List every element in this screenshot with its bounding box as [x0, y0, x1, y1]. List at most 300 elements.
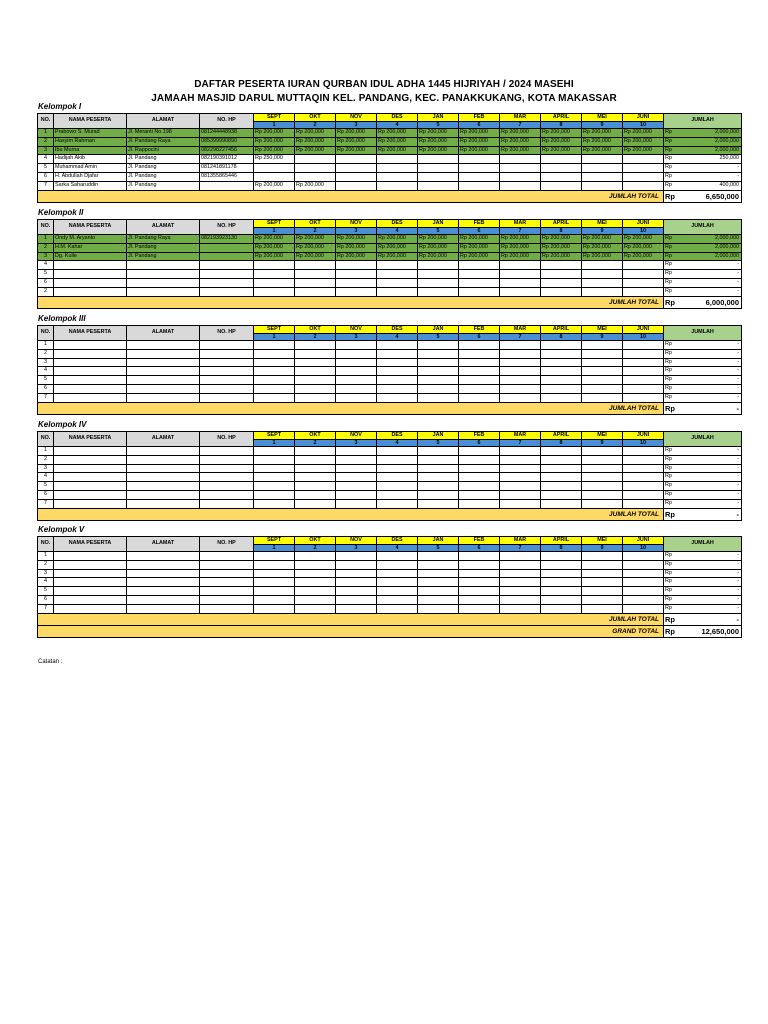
table-row [38, 376, 742, 385]
row-alamat [127, 455, 200, 464]
row-alamat: Jl. Pandang [127, 181, 200, 190]
payment-cell [295, 287, 336, 296]
payment-cell [459, 367, 500, 376]
header-month-number: 3 [336, 439, 377, 447]
header-alamat: ALAMAT [127, 432, 200, 447]
payment-cell [623, 604, 664, 613]
row-nama [54, 278, 127, 287]
payment-cell: Rp 200,000 [418, 235, 459, 244]
payment-cell [295, 482, 336, 491]
payment-cell: Rp 200,000 [418, 129, 459, 138]
row-jumlah [664, 129, 742, 138]
total-value-cell [664, 190, 742, 202]
total-value: 6,000,000 [705, 297, 739, 307]
table-row [38, 455, 742, 464]
payment-cell [500, 278, 541, 287]
payment-cell [582, 384, 623, 393]
jumlah-value: - [737, 595, 739, 602]
payment-cell [377, 164, 418, 173]
group-table [37, 325, 742, 415]
row-hp: 082193923130 [200, 235, 254, 244]
row-hp: 081355865446 [200, 172, 254, 181]
header-hp: NO. HP [200, 537, 254, 552]
table-row [38, 164, 742, 173]
row-nama [54, 358, 127, 367]
row-nama: Muhammad Amin [54, 164, 127, 173]
payment-cell [500, 490, 541, 499]
row-no: 1 [38, 552, 54, 561]
header-month-number: 9 [582, 544, 623, 552]
currency-label: Rp [665, 349, 672, 356]
payment-cell [295, 341, 336, 350]
payment-cell [336, 376, 377, 385]
row-no: 6 [38, 278, 54, 287]
currency-label: Rp [665, 278, 672, 285]
table-row [38, 358, 742, 367]
payment-cell [541, 560, 582, 569]
currency-label: Rp [665, 473, 672, 480]
table-row [38, 367, 742, 376]
payment-cell [295, 278, 336, 287]
payment-cell [500, 172, 541, 181]
payment-cell [254, 447, 295, 456]
currency-label: Rp [665, 482, 672, 489]
payment-cell: Rp 200,000 [336, 252, 377, 261]
payment-cell: Rp 200,000 [295, 235, 336, 244]
header-month: NOV [336, 432, 377, 440]
row-jumlah [664, 164, 742, 173]
payment-cell [582, 604, 623, 613]
payment-cell [541, 499, 582, 508]
header-month-number: 10 [623, 227, 664, 235]
payment-cell: Rp 200,000 [541, 146, 582, 155]
header-month-number: 9 [582, 439, 623, 447]
payment-cell [459, 278, 500, 287]
payment-cell [336, 560, 377, 569]
row-hp [200, 181, 254, 190]
row-alamat [127, 482, 200, 491]
payment-cell [582, 270, 623, 279]
row-no: 3 [38, 358, 54, 367]
total-value-cell [664, 402, 742, 414]
group-label: Kelompok IV [38, 420, 87, 429]
payment-cell [623, 358, 664, 367]
payment-cell [377, 473, 418, 482]
total-label: JUMLAH TOTAL [38, 190, 664, 202]
total-value-cell [664, 296, 742, 308]
payment-cell [459, 349, 500, 358]
payment-cell [254, 587, 295, 596]
payment-cell [500, 578, 541, 587]
payment-cell: Rp 200,000 [295, 181, 336, 190]
table-row [38, 393, 742, 402]
payment-cell [254, 464, 295, 473]
row-nama: Sarka Saharuddin [54, 181, 127, 190]
header-hp: NO. HP [200, 326, 254, 341]
currency-label: Rp [665, 297, 675, 307]
row-nama [54, 587, 127, 596]
header-month: SEPT [254, 220, 295, 228]
table-row [38, 341, 742, 350]
payment-cell [295, 164, 336, 173]
payment-cell: Rp 200,000 [295, 252, 336, 261]
row-alamat [127, 578, 200, 587]
row-alamat [127, 367, 200, 376]
row-nama [54, 464, 127, 473]
header-month-number: 5 [418, 227, 459, 235]
row-nama [54, 376, 127, 385]
row-nama [54, 578, 127, 587]
payment-cell [459, 447, 500, 456]
payment-cell: Rp 200,000 [582, 129, 623, 138]
header-month: NOV [336, 326, 377, 334]
payment-cell [623, 270, 664, 279]
grand-total-value-cell [664, 625, 742, 637]
payment-cell [295, 376, 336, 385]
header-month-number: 4 [377, 333, 418, 341]
row-no: 5 [38, 270, 54, 279]
header-alamat: ALAMAT [127, 326, 200, 341]
row-hp: 082298227456 [200, 146, 254, 155]
row-no: 4 [38, 578, 54, 587]
payment-cell [254, 164, 295, 173]
currency-label: Rp [665, 626, 675, 636]
total-value-cell [664, 508, 742, 520]
header-month-number: 6 [459, 439, 500, 447]
payment-cell [459, 464, 500, 473]
payment-cell [336, 604, 377, 613]
payment-cell [377, 595, 418, 604]
row-alamat [127, 341, 200, 350]
header-month-number: 2 [295, 333, 336, 341]
total-value-cell [664, 613, 742, 625]
header-alamat: ALAMAT [127, 220, 200, 235]
header-month-number: 3 [336, 544, 377, 552]
payment-cell [377, 172, 418, 181]
payment-cell [500, 447, 541, 456]
row-hp [200, 560, 254, 569]
payment-cell [500, 376, 541, 385]
header-nama: NAMA PESERTA [54, 220, 127, 235]
payment-cell [336, 499, 377, 508]
row-hp [200, 578, 254, 587]
header-month-number: 9 [582, 121, 623, 129]
row-no: 6 [38, 595, 54, 604]
grand-total-value: 12,650,000 [701, 626, 739, 636]
currency-label: Rp [665, 595, 672, 602]
header-month-number: 6 [459, 544, 500, 552]
header-month-number: 9 [582, 227, 623, 235]
payment-cell [254, 595, 295, 604]
payment-cell: Rp 250,000 [254, 155, 295, 164]
payment-cell [418, 270, 459, 279]
header-month-number: 7 [500, 227, 541, 235]
header-month-number: 8 [541, 121, 582, 129]
jumlah-value: 2,000,000 [715, 243, 739, 250]
header-month: APRIL [541, 114, 582, 122]
row-jumlah [664, 595, 742, 604]
row-alamat [127, 560, 200, 569]
row-alamat: Jl. Pandang Raya [127, 235, 200, 244]
payment-cell [418, 367, 459, 376]
payment-cell [295, 358, 336, 367]
row-alamat [127, 358, 200, 367]
row-no: 5 [38, 587, 54, 596]
currency-label: Rp [665, 243, 672, 250]
group-table [37, 219, 742, 309]
row-nama: Prabowo S. Murad [54, 129, 127, 138]
header-jumlah: JUMLAH [664, 432, 742, 447]
currency-label: Rp [665, 403, 675, 413]
row-no: 5 [38, 482, 54, 491]
row-nama [54, 604, 127, 613]
payment-cell [295, 464, 336, 473]
row-no: 7 [38, 393, 54, 402]
header-nama: NAMA PESERTA [54, 537, 127, 552]
table-row [38, 384, 742, 393]
payment-cell [418, 464, 459, 473]
payment-cell: Rp 200,000 [623, 235, 664, 244]
payment-cell: Rp 200,000 [541, 243, 582, 252]
payment-cell [623, 595, 664, 604]
header-month: JAN [418, 326, 459, 334]
header-month-number: 9 [582, 333, 623, 341]
group-label: Kelompok II [38, 208, 84, 217]
row-jumlah [664, 455, 742, 464]
payment-cell [295, 393, 336, 402]
payment-cell [500, 349, 541, 358]
header-no: NO. [38, 326, 54, 341]
total-value: 6,650,000 [705, 191, 739, 201]
row-hp [200, 569, 254, 578]
payment-cell [459, 164, 500, 173]
group-table [37, 113, 742, 203]
row-nama: Ibu Murna [54, 146, 127, 155]
row-nama [54, 499, 127, 508]
row-nama [54, 349, 127, 358]
row-no: 4 [38, 367, 54, 376]
header-month: MEI [582, 432, 623, 440]
row-no: 2 [38, 560, 54, 569]
row-alamat [127, 552, 200, 561]
payment-cell [377, 569, 418, 578]
row-hp [200, 455, 254, 464]
table-row [38, 482, 742, 491]
currency-label: Rp [665, 578, 672, 585]
row-hp [200, 341, 254, 350]
payment-cell [541, 164, 582, 173]
row-nama [54, 367, 127, 376]
row-jumlah [664, 287, 742, 296]
header-month-number: 2 [295, 439, 336, 447]
payment-cell [418, 155, 459, 164]
payment-cell [459, 455, 500, 464]
payment-cell [418, 287, 459, 296]
header-hp: NO. HP [200, 114, 254, 129]
table-row [38, 349, 742, 358]
payment-cell [254, 455, 295, 464]
payment-cell [623, 261, 664, 270]
payment-cell [582, 482, 623, 491]
row-jumlah [664, 578, 742, 587]
payment-cell [254, 393, 295, 402]
payment-cell [623, 172, 664, 181]
row-jumlah [664, 155, 742, 164]
payment-cell [459, 261, 500, 270]
header-month-number: 4 [377, 121, 418, 129]
header-month: JUNI [623, 220, 664, 228]
jumlah-value: - [737, 270, 739, 277]
payment-cell [377, 604, 418, 613]
row-jumlah [664, 473, 742, 482]
payment-cell [541, 455, 582, 464]
row-alamat [127, 393, 200, 402]
payment-cell [377, 261, 418, 270]
jumlah-value: 2,000,000 [715, 235, 739, 241]
row-alamat [127, 278, 200, 287]
payment-cell [377, 560, 418, 569]
payment-cell [377, 587, 418, 596]
payment-cell [459, 270, 500, 279]
row-nama [54, 560, 127, 569]
payment-cell [418, 455, 459, 464]
payment-cell [418, 473, 459, 482]
row-hp [200, 552, 254, 561]
payment-cell: Rp 200,000 [418, 252, 459, 261]
payment-cell [500, 341, 541, 350]
payment-cell: Rp 200,000 [500, 252, 541, 261]
payment-cell [336, 341, 377, 350]
header-month: APRIL [541, 326, 582, 334]
row-no: 2 [38, 455, 54, 464]
header-month: MAR [500, 220, 541, 228]
payment-cell [336, 155, 377, 164]
payment-cell: Rp 200,000 [459, 129, 500, 138]
payment-cell [623, 578, 664, 587]
payment-cell [377, 278, 418, 287]
group-label: Kelompok I [38, 102, 82, 111]
payment-cell [623, 278, 664, 287]
jumlah-value: - [737, 490, 739, 497]
row-no: 5 [38, 164, 54, 173]
payment-cell [623, 384, 664, 393]
payment-cell [500, 261, 541, 270]
row-alamat [127, 287, 200, 296]
payment-cell: Rp 200,000 [254, 181, 295, 190]
jumlah-value: - [737, 464, 739, 471]
row-no: 7 [38, 604, 54, 613]
payment-cell [459, 595, 500, 604]
total-label: JUMLAH TOTAL [38, 508, 664, 520]
row-nama: H. Abdullah Djafar [54, 172, 127, 181]
header-month-number: 8 [541, 333, 582, 341]
row-jumlah [664, 490, 742, 499]
payment-cell [582, 587, 623, 596]
payment-cell [254, 367, 295, 376]
payment-cell [377, 155, 418, 164]
payment-cell [541, 473, 582, 482]
payment-cell: Rp 200,000 [500, 146, 541, 155]
row-jumlah [664, 587, 742, 596]
payment-cell [541, 172, 582, 181]
jumlah-value: - [737, 341, 739, 347]
row-hp [200, 261, 254, 270]
row-hp [200, 447, 254, 456]
payment-cell: Rp 200,000 [336, 146, 377, 155]
header-hp: NO. HP [200, 220, 254, 235]
row-nama [54, 552, 127, 561]
row-no: 4 [38, 261, 54, 270]
header-month: FEB [459, 432, 500, 440]
payment-cell [582, 341, 623, 350]
row-jumlah [664, 464, 742, 473]
currency-label: Rp [665, 367, 672, 374]
currency-label: Rp [665, 146, 672, 153]
payment-cell [623, 376, 664, 385]
payment-cell [418, 261, 459, 270]
total-row [38, 296, 742, 308]
currency-label: Rp [665, 270, 672, 277]
row-hp [200, 243, 254, 252]
payment-cell: Rp 200,000 [336, 235, 377, 244]
payment-cell: Rp 200,000 [377, 235, 418, 244]
payment-cell [459, 384, 500, 393]
header-month: OKT [295, 326, 336, 334]
row-alamat [127, 587, 200, 596]
payment-cell [541, 358, 582, 367]
row-jumlah [664, 499, 742, 508]
payment-cell [459, 155, 500, 164]
payment-cell: Rp 200,000 [377, 129, 418, 138]
table-row [38, 569, 742, 578]
jumlah-value: 2,000,000 [715, 252, 739, 259]
payment-cell [377, 490, 418, 499]
row-alamat: Jl. Pandang [127, 243, 200, 252]
payment-cell [418, 341, 459, 350]
currency-label: Rp [665, 261, 672, 268]
header-no: NO. [38, 432, 54, 447]
payment-cell [336, 164, 377, 173]
jumlah-value: - [737, 367, 739, 374]
payment-cell [623, 393, 664, 402]
payment-cell [336, 358, 377, 367]
jumlah-value: 2,000,000 [715, 129, 739, 135]
payment-cell [377, 447, 418, 456]
jumlah-value: - [737, 499, 739, 506]
total-value: - [736, 614, 739, 624]
row-jumlah [664, 243, 742, 252]
row-alamat: Jl. Pandang [127, 164, 200, 173]
payment-cell [295, 560, 336, 569]
table-row [38, 552, 742, 561]
payment-cell: Rp 200,000 [336, 137, 377, 146]
payment-cell [623, 447, 664, 456]
row-alamat [127, 499, 200, 508]
currency-label: Rp [665, 376, 672, 383]
payment-cell [254, 261, 295, 270]
header-month-number: 1 [254, 439, 295, 447]
payment-cell: Rp 200,000 [295, 137, 336, 146]
table-row [38, 155, 742, 164]
jumlah-value: - [737, 393, 739, 400]
payment-cell [459, 490, 500, 499]
header-month: MEI [582, 220, 623, 228]
payment-cell [500, 587, 541, 596]
payment-cell: Rp 200,000 [295, 146, 336, 155]
row-jumlah [664, 137, 742, 146]
header-jumlah: JUMLAH [664, 537, 742, 552]
note-label: Catatan : [38, 659, 63, 665]
